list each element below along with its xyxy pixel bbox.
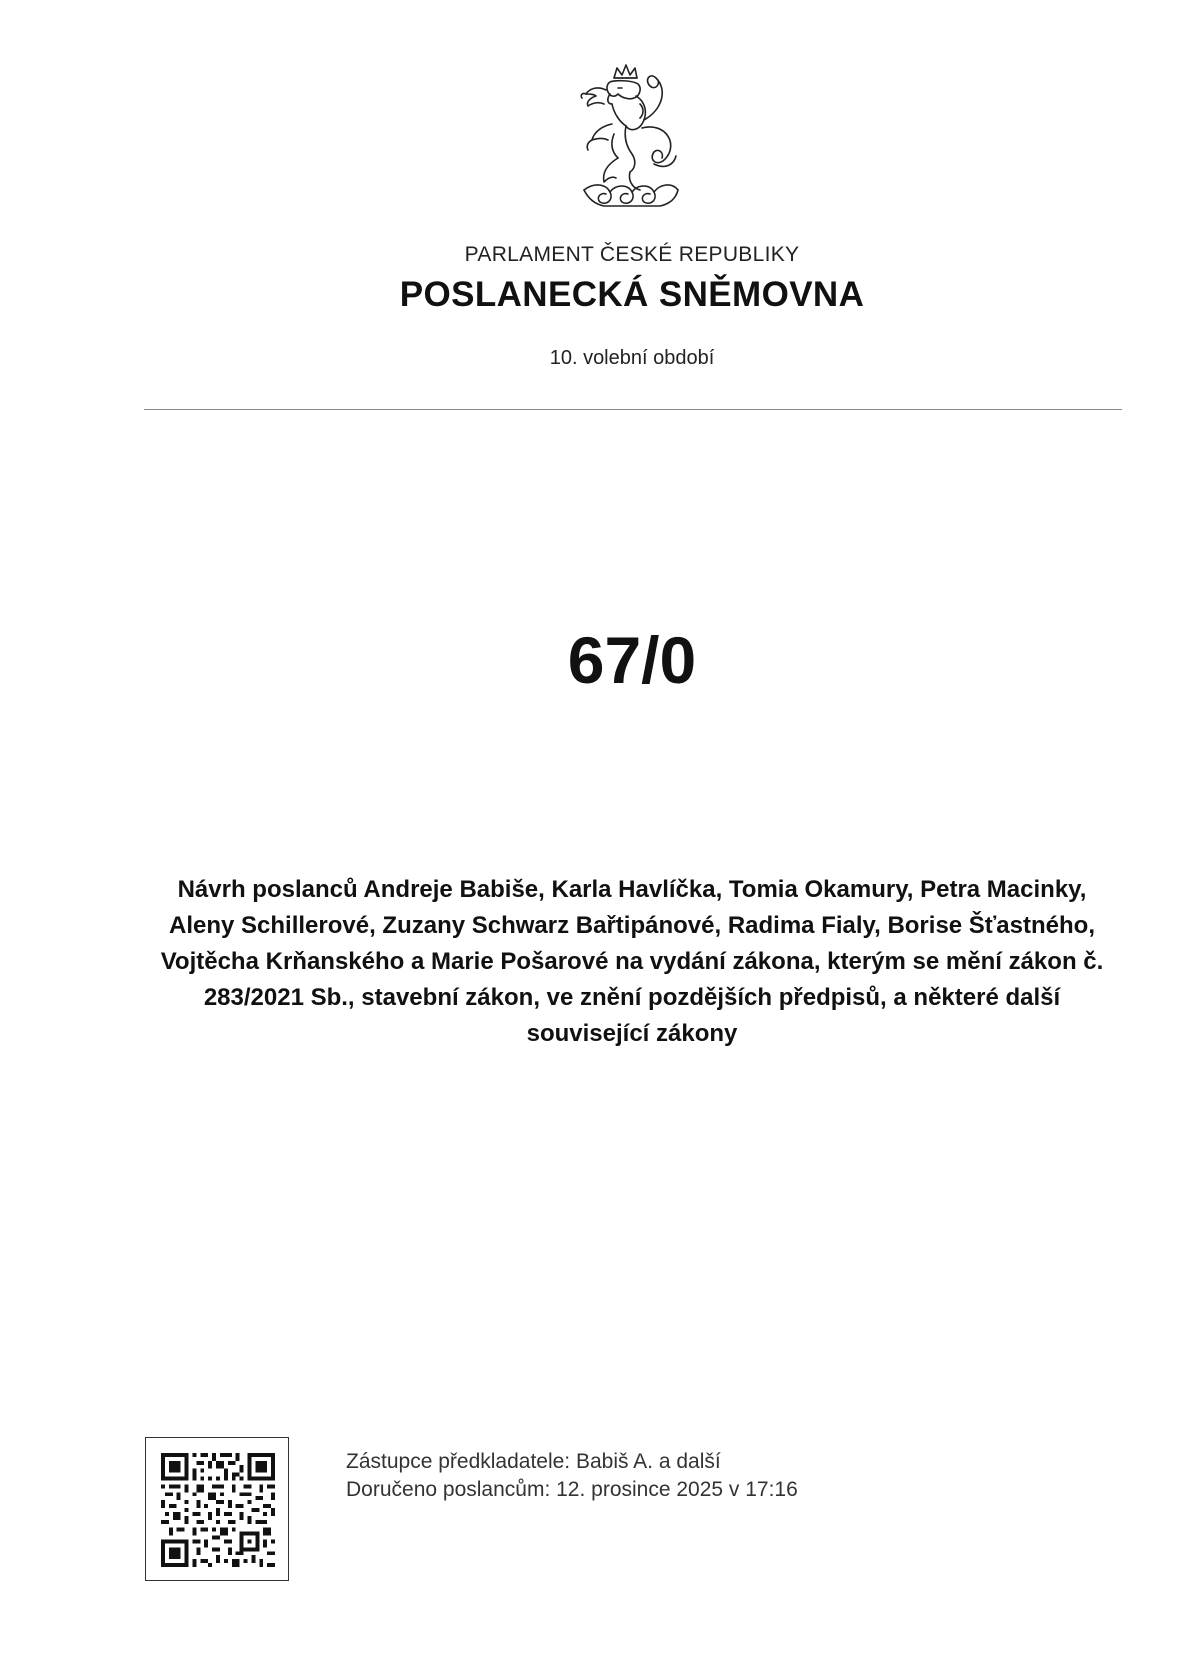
print-number: 67/0	[567, 623, 697, 697]
parliament-name: PARLAMENT ČESKÉ REPUBLIKY	[464, 243, 800, 266]
chamber-name: POSLANECKÁ SNĚMOVNA	[399, 275, 865, 314]
document-metadata	[346, 1448, 798, 1504]
header-divider	[144, 409, 1122, 410]
bill-title: Návrh poslanců Andreje Babiše, Karla Havlíčka, Tomia Okamury, Petra Macinky, Aleny Schillerové, Zuzany Schwarz Bařtipánové, Radima Fialy, Borise Šťastného, Vojtěcha Krňanského a Marie Pošarové na vydání zákona, kterým se mění zákon č. 283/2021 Sb., stavební zákon, ve znění pozdějších předpisů, a některé další související zákony	[160, 876, 1104, 1047]
qr-code-frame	[145, 1437, 289, 1581]
qr-code-icon	[161, 1453, 275, 1567]
czech-lion-emblem-icon	[570, 60, 692, 210]
submitter-representative: Zástupce předkladatele: Babiš A. a další	[346, 1450, 721, 1473]
delivery-date: Doručeno poslancům: 12. prosince 2025 v 17:16	[346, 1478, 798, 1501]
electoral-term: 10. volební období	[549, 347, 715, 369]
